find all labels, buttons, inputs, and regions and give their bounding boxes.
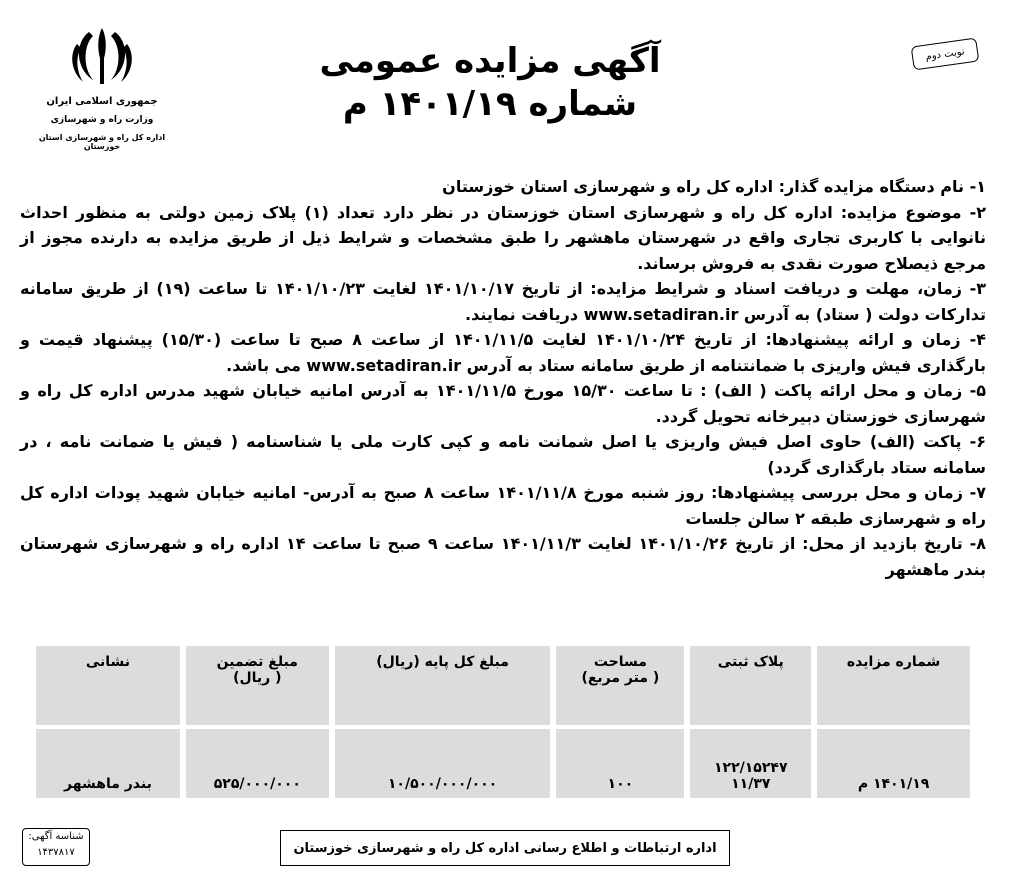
table-header-row	[36, 646, 970, 725]
header-address: نشانی	[36, 646, 180, 725]
logo-country-text: جمهوری اسلامی ایران	[46, 96, 158, 107]
cell-area: ۱۰۰	[556, 729, 684, 798]
header-auction-number: شماره مزایده	[817, 646, 970, 725]
page-title: آگهی مزایده عمومی	[319, 41, 661, 81]
iran-emblem-icon	[67, 24, 137, 92]
header-guarantee: مبلغ تضمین ( ریال)	[186, 646, 329, 725]
cell-guarantee: ۵۲۵/۰۰۰/۰۰۰	[186, 729, 329, 798]
notice-item-4: ۴- زمان و ارائه پیشنهادها: از تاریخ ۱۴۰۱/۱۰/۲۴ لغایت ۱۴۰۱/۱۱/۵ از ساعت ۸ صبح تا ساعت (۱۵/۳۰) پیشنهاد قیمت و بارگذاری فیش واریزی با ضمانتنامه از طریق سامانه ستاد به آدرس www.setadiran.ir می باشد.	[20, 330, 987, 375]
header-base-price: مبلغ کل پایه (ریال)	[335, 646, 551, 725]
notice-item-2: ۲- موضوع مزایده: اداره کل راه و شهرسازی استان خوزستان در نظر دارد تعداد (۱) پلاک زمین دولتی به منظور احداث نانوایی با کاربری تجاری واقع در شهرستان ماهشهر را طبق مشخصات و شرایط ذیل از طریق مزایده به دارنده مجوز از مرجع ذیصلاح صورت نقدی به فروش برساند.	[20, 202, 987, 273]
logo-office-text: اداره کل راه و شهرسازی استان خوزستان	[38, 133, 166, 151]
notice-body	[20, 174, 986, 582]
auction-number: شماره ۱۴۰۱/۱۹ م	[342, 83, 638, 124]
cell-address: بندر ماهشهر	[36, 729, 180, 798]
footer-office: اداره ارتباطات و اطلاع رسانی اداره کل راه و شهرسازی خوزستان	[280, 830, 730, 866]
notice-item-6: ۶- پاکت (الف) حاوی اصل فیش واریزی یا اصل شمانت نامه و کپی کارت ملی یا شناسنامه ( فیش یا ضمانت نامه ، در سامانه ستاد بارگذاری گردد)	[20, 432, 986, 477]
ad-id-label: شناسه آگهی:	[28, 831, 84, 842]
notice-item-3: ۳- زمان، مهلت و دریافت اسناد و شرایط مزایده: از تاریخ ۱۴۰۱/۱۰/۱۷ لغایت ۱۴۰۱/۱۰/۲۳ تا ساعت (۱۹) از طریق سامانه تدارکات دولت ( ستاد) به آدرس www.setadiran.ir دریافت نمایند.	[20, 279, 986, 324]
cell-auction-number: ۱۴۰۱/۱۹ م	[817, 729, 970, 798]
cell-plak: ۱۲۲/۱۵۲۴۷ ۱۱/۳۷	[690, 729, 811, 798]
logo-ministry-text: وزارت راه و شهرسازی	[50, 115, 154, 125]
round-badge: نوبت دوم	[911, 38, 980, 71]
cell-base-price: ۱۰/۵۰۰/۰۰۰/۰۰۰	[335, 729, 551, 798]
ad-id-value: ۱۴۳۷۸۱۷	[37, 847, 75, 858]
page-title-block	[230, 40, 750, 125]
auction-table	[30, 646, 976, 798]
header-area: مساحت ( متر مربع)	[556, 646, 684, 725]
table-row	[36, 729, 970, 798]
notice-item-1: ۱- نام دستگاه مزایده گذار: اداره کل راه و شهرسازی استان خوزستان	[442, 177, 986, 196]
notice-item-5: ۵- زمان و محل ارائه پاکت ( الف) : تا ساعت ۱۵/۳۰ مورخ ۱۴۰۱/۱۱/۵ به آدرس امانیه خیابان شهید مدرس اداره کل راه و شهرسازی خوزستان دبیرخانه تحویل گردد.	[20, 381, 987, 426]
ad-id-box	[22, 828, 90, 866]
notice-item-7: ۷- زمان و محل بررسی پیشنهادها: روز شنبه مورخ ۱۴۰۱/۱۱/۸ ساعت ۸ صبح به آدرس- امانیه خیابان شهید پودات اداره کل راه و شهرسازی طبقه ۲ سالن جلسات	[20, 483, 987, 528]
header-plak: پلاک ثبتی	[690, 646, 811, 725]
notice-item-8: ۸- تاریخ بازدید از محل: از تاریخ ۱۴۰۱/۱۰/۲۶ لغایت ۱۴۰۱/۱۱/۳ ساعت ۹ صبح تا ساعت ۱۴ اداره راه و شهرسازی شهرستان بندر ماهشهر	[20, 534, 987, 579]
emblem-block	[22, 24, 182, 151]
